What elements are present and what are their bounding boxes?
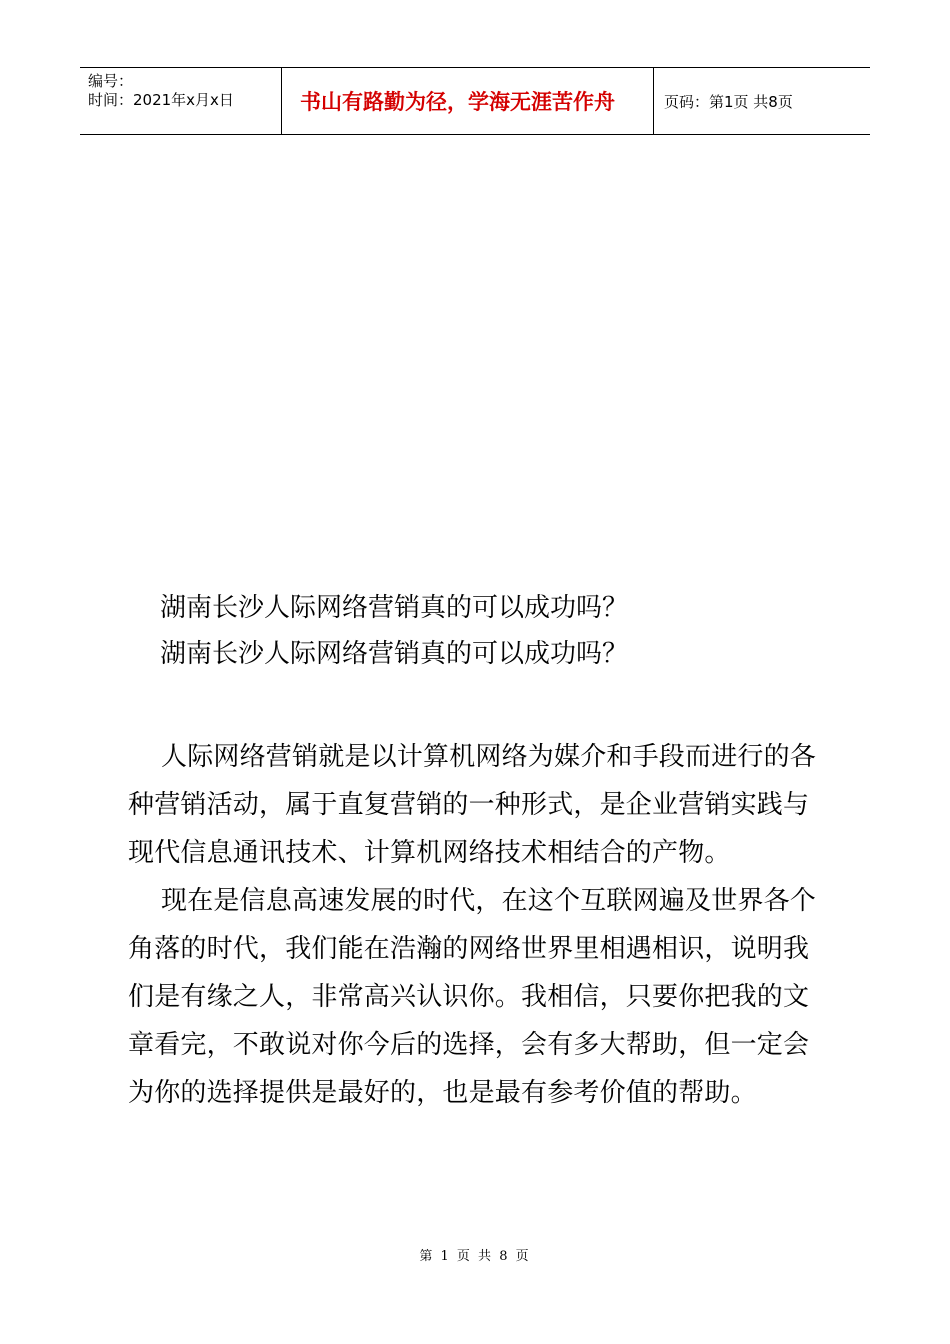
title-line-1: 湖南长沙人际网络营销真的可以成功吗？ [160, 593, 629, 623]
document-body [128, 733, 828, 1117]
header-meta-cell [80, 68, 282, 134]
paragraph-1: 人际网络营销就是以计算机网络为媒介和手段而进行的各种营销活动，属于直复营销的一种形式，是企业营销实践与现代信息通讯技术、计算机网络技术相结合的产物。 [128, 742, 817, 868]
number-label: 编号： [88, 72, 134, 90]
header-page-info: 页码：第1页 共8页 [664, 92, 793, 111]
title-line-2: 湖南长沙人际网络营销真的可以成功吗？ [160, 639, 629, 669]
paragraph-2: 现在是信息高速发展的时代，在这个互联网遍及世界各个角落的时代，我们能在浩瀚的网络世界里相遇相识，说明我们是有缘之人，非常高兴认识你。我相信，只要你把我的文章看完，不敢说对你今后的选择，会有多大帮助，但一定会为你的选择提供是最好的，也是最有参考价值的帮助。 [128, 886, 817, 1108]
time-label: 时间：2021年x月x日 [88, 91, 234, 109]
header-motto: 书山有路勤为径，学海无涯苦作舟 [282, 68, 654, 134]
page-footer: 第 1 页 共 8 页 [419, 1249, 531, 1264]
document-header [80, 67, 870, 135]
document-title [128, 585, 848, 677]
